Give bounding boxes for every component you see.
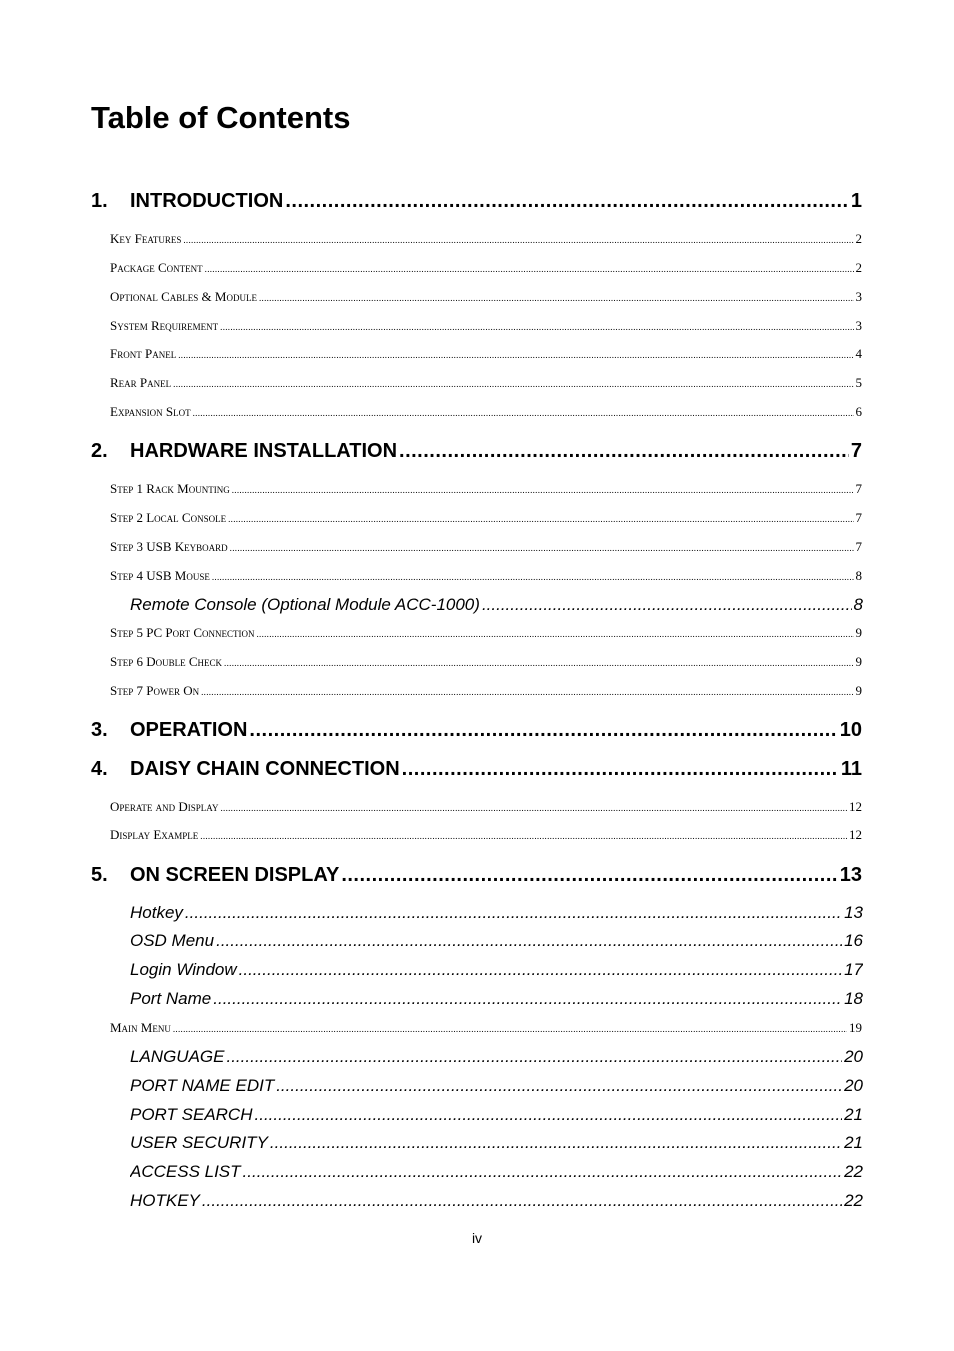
page-ref: 10 (839, 719, 862, 741)
page-ref: 6 (855, 404, 862, 419)
entry-title: Hotkey (130, 903, 183, 922)
toc-subsection[interactable] (130, 929, 863, 953)
dot-leader (276, 1074, 842, 1098)
dot-leader (183, 231, 853, 248)
page-ref: 9 (855, 625, 862, 640)
page-ref: 20 (844, 1076, 863, 1095)
dot-leader (270, 1131, 842, 1155)
entry-title: Front Panel (110, 346, 177, 361)
chapter-number: 1. (91, 190, 108, 212)
page-ref: 4 (855, 346, 862, 361)
dot-leader (255, 1103, 843, 1127)
dot-leader (205, 260, 854, 277)
page-ref: 13 (839, 864, 862, 886)
page-ref: 12 (849, 799, 862, 814)
page-ref: 16 (844, 931, 863, 950)
toc-chapter[interactable] (91, 716, 862, 744)
toc-subsection[interactable] (130, 1074, 863, 1098)
dot-leader (259, 289, 854, 306)
entry-title: ACCESS LIST (130, 1162, 241, 1181)
page-title: Table of Contents (91, 100, 351, 135)
toc-subsection[interactable] (130, 1131, 863, 1155)
page-ref: 11 (840, 758, 862, 780)
entry-title: Step 3 USB Keyboard (110, 539, 228, 554)
entry-title: Key Features (110, 231, 182, 246)
entry-title: Port Name (130, 989, 212, 1008)
entry-title: OPERATION (130, 719, 248, 741)
toc-section[interactable] (110, 480, 862, 498)
entry-title: PORT NAME EDIT (130, 1076, 275, 1095)
toc-subsection[interactable] (130, 901, 863, 925)
page-ref: 21 (844, 1105, 863, 1124)
page-ref: 5 (855, 375, 862, 390)
dot-leader (482, 593, 852, 617)
entry-title: Remote Console (Optional Module ACC-1000) (130, 595, 480, 614)
entry-title: LANGUAGE (130, 1047, 225, 1066)
entry-title: ON SCREEN DISPLAY (130, 864, 340, 886)
page-ref: 19 (849, 1020, 862, 1035)
dot-leader (224, 654, 853, 671)
toc-section[interactable] (110, 259, 862, 277)
dot-leader (220, 318, 853, 335)
page-ref: 1 (850, 190, 862, 212)
entry-title: Optional Cables & Module (110, 289, 257, 304)
dot-leader (202, 1189, 842, 1213)
toc-section[interactable] (110, 317, 862, 335)
entry-title: HOTKEY (130, 1191, 200, 1210)
toc-section[interactable] (110, 374, 862, 392)
dot-leader (213, 987, 842, 1011)
entry-title: Step 7 Power On (110, 683, 200, 698)
chapter-number: 3. (91, 719, 108, 741)
entry-title: Step 2 Local Console (110, 510, 227, 525)
toc-section[interactable] (110, 653, 862, 671)
dot-leader (243, 1160, 843, 1184)
page-ref: 8 (855, 568, 862, 583)
entry-title: Main Menu (110, 1020, 171, 1035)
chapter-number: 2. (91, 440, 108, 462)
page-ref: 3 (855, 318, 862, 333)
page-ref: 12 (849, 827, 862, 842)
page-ref: 18 (844, 989, 863, 1008)
toc-section[interactable] (110, 403, 862, 421)
toc-section[interactable] (110, 230, 862, 248)
toc-section[interactable] (110, 682, 862, 700)
entry-title: Display Example (110, 827, 199, 842)
dot-leader (173, 1020, 847, 1037)
page-ref: 7 (855, 510, 862, 525)
toc-section[interactable] (110, 567, 862, 585)
dot-leader (226, 1045, 842, 1069)
dot-leader (201, 683, 853, 700)
dot-leader (341, 861, 837, 889)
page-ref: 2 (855, 260, 862, 275)
entry-title: Login Window (130, 960, 237, 979)
toc-section[interactable] (110, 509, 862, 527)
dot-leader (239, 958, 842, 982)
toc-section[interactable] (110, 1019, 862, 1037)
dot-leader (200, 827, 847, 844)
page-ref: 9 (855, 654, 862, 669)
page-number: iv (471, 1230, 483, 1246)
chapter-number: 4. (91, 758, 108, 780)
dot-leader (185, 901, 842, 925)
toc-subsection[interactable] (130, 958, 863, 982)
toc-subsection[interactable] (130, 1103, 863, 1127)
dot-leader (178, 346, 853, 363)
toc-section[interactable] (110, 538, 862, 556)
page-ref: 8 (853, 595, 863, 614)
entry-title: PORT SEARCH (130, 1105, 253, 1124)
page-ref: 3 (855, 289, 862, 304)
page-ref: 7 (855, 539, 862, 554)
entry-title: Operate and Display (110, 799, 219, 814)
entry-title: Rear Panel (110, 375, 172, 390)
dot-leader (399, 437, 849, 465)
page-ref: 13 (844, 903, 863, 922)
page-ref: 7 (855, 481, 862, 496)
toc-chapter[interactable] (91, 755, 862, 783)
entry-title: Step 6 Double Check (110, 654, 223, 669)
page-ref: 2 (855, 231, 862, 246)
entry-title: Step 5 PC Port Connection (110, 625, 255, 640)
toc-section[interactable] (110, 345, 862, 363)
toc-subsection[interactable] (130, 1189, 863, 1213)
page-ref: 20 (844, 1047, 863, 1066)
toc-subsection[interactable] (130, 1160, 863, 1184)
page-ref: 22 (844, 1162, 863, 1181)
page-ref: 21 (844, 1133, 863, 1152)
entry-title: Expansion Slot (110, 404, 191, 419)
dot-leader (285, 187, 849, 215)
dot-leader (256, 625, 853, 642)
toc-section[interactable] (110, 288, 862, 306)
toc-subsection[interactable] (130, 987, 863, 1011)
toc-section[interactable] (110, 826, 862, 844)
entry-title: HARDWARE INSTALLATION (130, 440, 398, 462)
entry-title: Step 1 Rack Mounting (110, 481, 230, 496)
toc-chapter[interactable] (91, 187, 862, 215)
page-ref: 9 (855, 683, 862, 698)
entry-title: USER SECURITY (130, 1133, 268, 1152)
dot-leader (216, 929, 842, 953)
chapter-number: 5. (91, 864, 108, 886)
dot-leader (232, 481, 854, 498)
dot-leader (212, 568, 854, 585)
dot-leader (402, 755, 839, 783)
toc-subsection[interactable] (130, 593, 863, 617)
dot-leader (230, 539, 854, 556)
dot-leader (220, 799, 847, 816)
page-ref: 22 (844, 1191, 863, 1210)
entry-title: OSD Menu (130, 931, 215, 950)
toc-section[interactable] (110, 624, 862, 642)
entry-title: System Requirement (110, 318, 219, 333)
dot-leader (228, 510, 853, 527)
dot-leader (193, 404, 854, 421)
toc-subsection[interactable] (130, 1045, 863, 1069)
entry-title: INTRODUCTION (130, 190, 284, 212)
toc-section[interactable] (110, 798, 862, 816)
page-ref: 7 (850, 440, 862, 462)
page-ref: 17 (844, 960, 863, 979)
dot-leader (173, 375, 853, 392)
entry-title: Package Content (110, 260, 203, 275)
toc-chapter[interactable] (91, 437, 862, 465)
entry-title: DAISY CHAIN CONNECTION (130, 758, 400, 780)
entry-title: Step 4 USB Mouse (110, 568, 210, 583)
toc-chapter[interactable] (91, 861, 862, 889)
dot-leader (249, 716, 837, 744)
